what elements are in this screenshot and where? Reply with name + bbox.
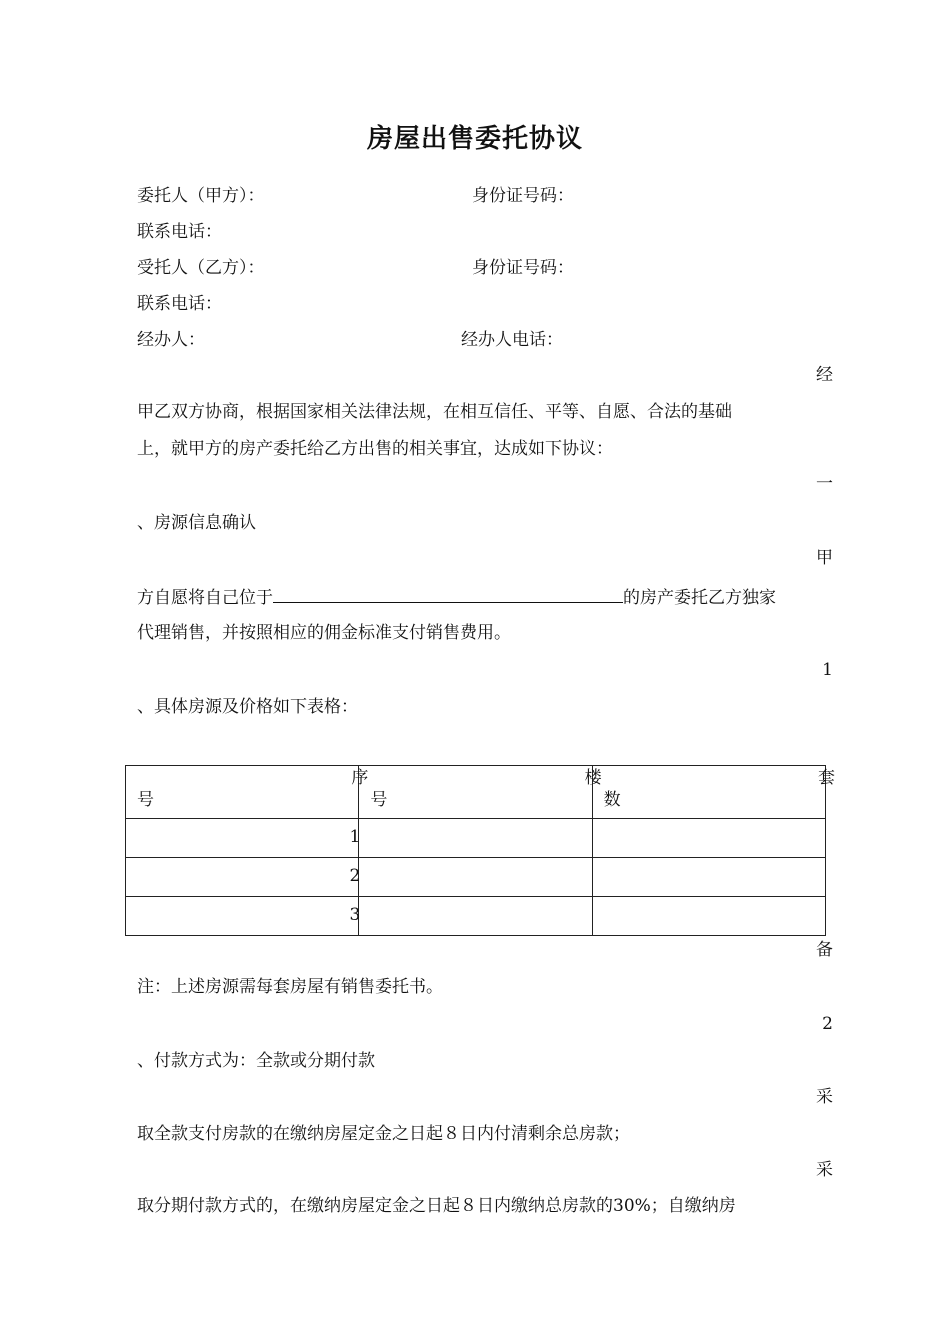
party-a-label: 委托人（甲方）： bbox=[137, 186, 265, 206]
paragraph-4-text: 取分期付款方式的，在缴纳房屋定金之日起８日内缴纳总房款的30%；自缴纳房 bbox=[137, 1196, 736, 1216]
row-number: 1 bbox=[349, 827, 361, 847]
handler-label: 经办人： bbox=[137, 330, 205, 350]
section-1-title: 、房源信息确认 bbox=[137, 513, 256, 533]
table-cell bbox=[126, 819, 359, 858]
party-b-phone-label: 联系电话： bbox=[137, 294, 222, 314]
paragraph-3-head: 采 bbox=[816, 1087, 833, 1107]
paragraph-2-after-blank: 的房产委托乙方独家 bbox=[623, 588, 776, 608]
table-header-cell bbox=[126, 766, 359, 819]
paragraph-2-line-2: 代理销售，并按照相应的佣金标准支付销售费用。 bbox=[137, 623, 511, 643]
page-title: 房屋出售委托协议 bbox=[366, 124, 583, 154]
header-building-bottom: 号 bbox=[370, 790, 388, 810]
table-cell bbox=[592, 819, 825, 858]
party-a-id-label: 身份证号码： bbox=[472, 186, 574, 206]
paragraph-1-line-2: 上，就甲方的房产委托给乙方出售的相关事宜，达成如下协议： bbox=[137, 439, 613, 459]
paragraph-3-text: 取全款支付房款的在缴纳房屋定金之日起８日内付清剩余总房款； bbox=[137, 1124, 630, 1144]
table-header-cell bbox=[584, 766, 835, 819]
table-cell bbox=[592, 897, 825, 936]
party-a-phone-label: 联系电话： bbox=[137, 222, 222, 242]
paragraph-4-head: 采 bbox=[816, 1160, 833, 1180]
paragraph-1-head: 经 bbox=[816, 365, 833, 385]
section-3-title: 、付款方式为：全款或分期付款 bbox=[137, 1051, 375, 1071]
table-row bbox=[126, 819, 826, 858]
address-blank-line bbox=[273, 588, 623, 603]
section-2-title: 、具体房源及价格如下表格： bbox=[137, 697, 358, 717]
table-cell bbox=[126, 858, 359, 897]
header-serial-bottom: 号 bbox=[137, 790, 154, 810]
table-cell bbox=[359, 897, 592, 936]
table-row bbox=[126, 858, 826, 897]
header-units-top: 套 bbox=[818, 768, 835, 788]
header-building-top: 楼 bbox=[584, 768, 602, 788]
paragraph-2-before-blank: 方自愿将自己位于 bbox=[137, 588, 273, 608]
row-number: 3 bbox=[349, 905, 361, 925]
header-serial-top: 序 bbox=[351, 768, 369, 788]
table-cell bbox=[592, 858, 825, 897]
table-header-cell bbox=[351, 766, 592, 819]
section-3-head: 2 bbox=[822, 1014, 833, 1034]
row-number: 2 bbox=[349, 866, 361, 886]
party-b-label: 受托人（乙方）： bbox=[137, 258, 265, 278]
handler-phone-label: 经办人电话： bbox=[461, 330, 563, 350]
table-cell bbox=[126, 897, 359, 936]
header-units-bottom: 数 bbox=[603, 790, 621, 810]
table-row bbox=[126, 897, 826, 936]
table-cell bbox=[359, 819, 592, 858]
property-table bbox=[125, 765, 835, 936]
party-b-id-label: 身份证号码： bbox=[472, 258, 574, 278]
table-cell bbox=[359, 858, 592, 897]
paragraph-1-line-1: 甲乙双方协商，根据国家相关法律法规，在相互信任、平等、自愿、合法的基础 bbox=[137, 402, 732, 422]
paragraph-2-line-1 bbox=[137, 588, 776, 607]
section-1-head: 一 bbox=[816, 474, 833, 494]
section-2-head: 1 bbox=[822, 660, 833, 680]
paragraph-2-head: 甲 bbox=[816, 548, 833, 568]
table-header-row bbox=[126, 766, 826, 819]
note-text: 注：上述房源需每套房屋有销售委托书。 bbox=[137, 977, 443, 997]
note-head: 备 bbox=[816, 940, 833, 960]
